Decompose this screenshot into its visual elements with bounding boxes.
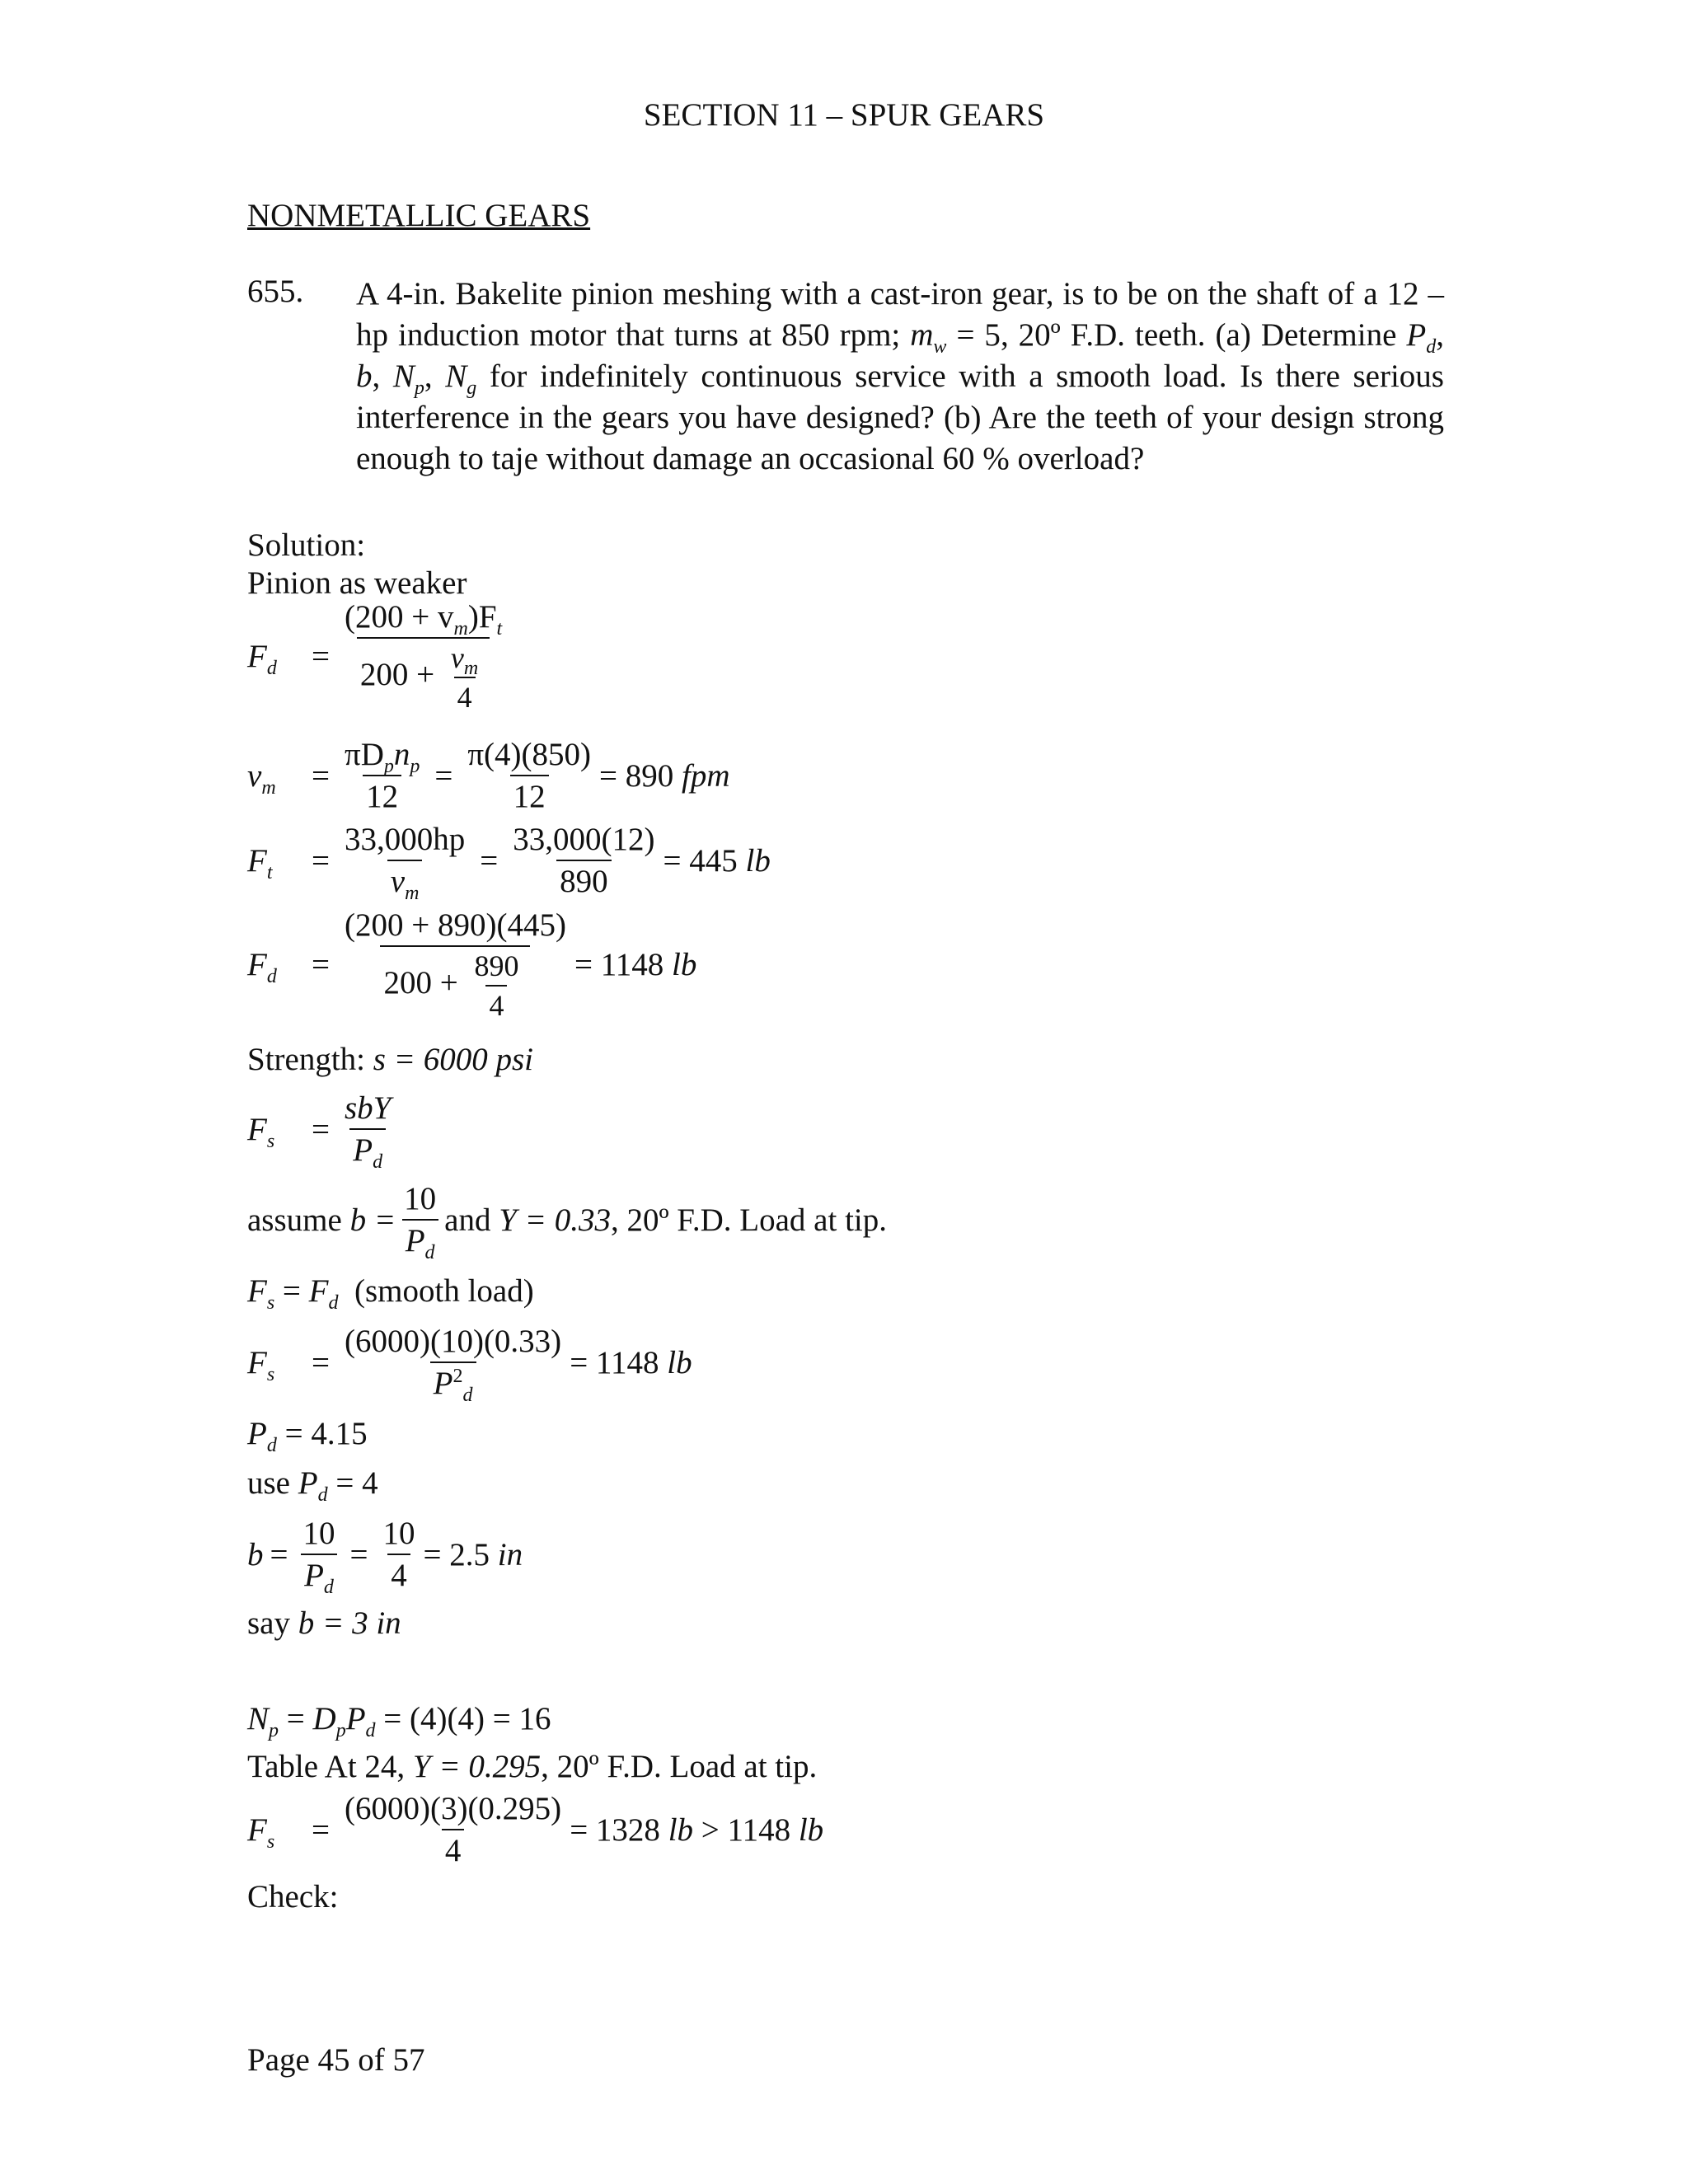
problem-number: 655. bbox=[247, 274, 304, 309]
fs-eq-fd: $F_s = F_d$ (smooth load) bbox=[247, 1273, 534, 1314]
say-b: say b = 3 in bbox=[247, 1605, 401, 1641]
page-footer: Page 45 of 57 bbox=[247, 2042, 425, 2078]
problem-text-1: A 4-in. Bakelite pinion meshing with a cast-iron gear, is to be on the shaft of a 12 –hp induction motor that turns at 850 rpm; bbox=[356, 276, 1444, 353]
strength-line: Strength: s = 6000 psi bbox=[247, 1042, 534, 1077]
problem-text-2: , 20º F.D. teeth. (a) Determine bbox=[1000, 317, 1407, 353]
table-line: Table At 24, Y = 0.295, 20º F.D. Load at tip. bbox=[247, 1749, 818, 1784]
np-calc: $N_p = D_pP_d = (4)(4) = 16$ bbox=[247, 1701, 551, 1741]
fd-formula: $F_d$ = $(200 + v_m)F_t$ 200 + $\frac{v_m}{4}$ bbox=[247, 599, 503, 714]
assume-line: assume b = $\frac{10}{P_d}$ and Y = 0.33 , 20º F.D. Load at tip. bbox=[247, 1181, 887, 1263]
pinion-note: Pinion as weaker bbox=[247, 565, 467, 601]
check-label: Check: bbox=[247, 1879, 339, 1915]
page-header: SECTION 11 – SPUR GEARS bbox=[643, 97, 1045, 133]
ft-calc: $F_t$ = $\frac{33,000hp}{v_m}$ = $\frac{33,000(12)}{890}$ = 445 lb bbox=[247, 822, 771, 904]
problem-mw-value: = 5 bbox=[956, 317, 1001, 353]
section-title: NONMETALLIC GEARS bbox=[247, 198, 591, 233]
use-pd: use $P_d = 4$ bbox=[247, 1465, 378, 1506]
problem-text-3: for indefinitely continuous service with a smooth load. Is there serious interference in the gears you have designed? (b) Are the teeth of your design strong enough to taje without damage an occasional 60 % overload? bbox=[356, 359, 1444, 476]
fd-calc: $F_d$ = (200 + 890)(445) 200 + $\frac{890}{4}$ = 1148 lb bbox=[247, 907, 697, 1022]
vm-calc: $v_m$ = $\frac{\pi D_pn_p}{12}$ = $\frac{\pi(4)(850)}{12}$ = 890 fpm bbox=[247, 737, 730, 814]
fs-calc: $F_s$ = $\frac{(6000)(10)(0.33)}{P^2_d}$ = 1148 lb bbox=[247, 1324, 692, 1406]
pd-result: $P_d = 4.15$ bbox=[247, 1416, 368, 1456]
solution-label: Solution: bbox=[247, 527, 366, 563]
fs-calc-2: $F_s$ = $\frac{(6000)(3)(0.295)}{4}$ = 1328 lb > 1148 lb bbox=[247, 1791, 824, 1868]
fs-formula: $F_s$ = $\frac{\text{sbY}}{P_d}$ bbox=[247, 1090, 392, 1173]
b-calc: b = $\frac{10}{P_d}$ = $\frac{10}{4}$ = 2.5 in bbox=[247, 1516, 523, 1598]
problem-statement: A 4-in. Bakelite pinion meshing with a cast-iron gear, is to be on the shaft of a 12 –hp induction motor that turns at 850 rpm; $m_w = 5$, 20º F.D. teeth. (a) Determine $P_d$, b, $N_p$, $N_g$ for indefinitely continuous service with a smooth load. Is there serious interference in the gears you have designed? (b) Are the teeth of your design strong enough to taje without damage an occasional 60 % overload? bbox=[356, 276, 1444, 476]
